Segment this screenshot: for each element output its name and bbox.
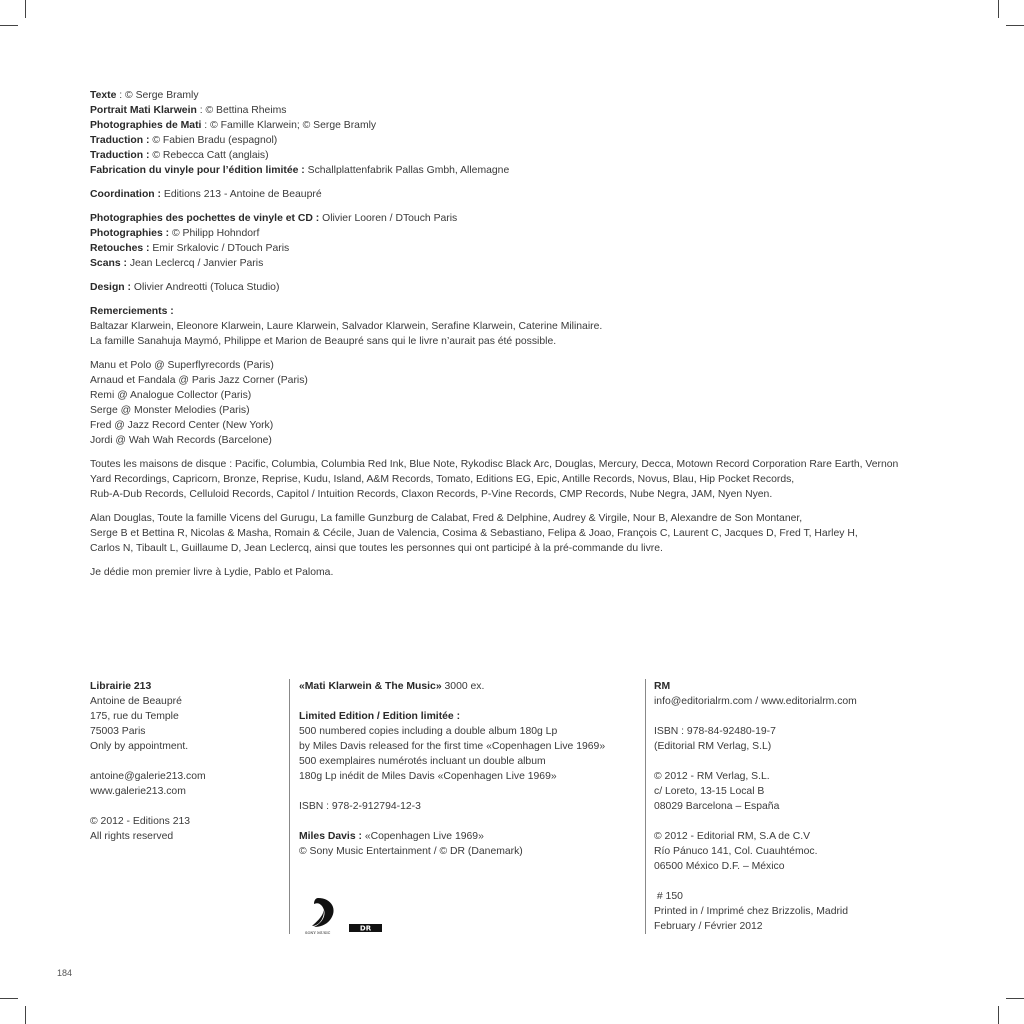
thanks-line: Baltazar Klarwein, Eleonore Klarwein, Laure Klarwein, Salvador Klarwein, Serafine Klarwein, Caterine Milinaire. — [90, 321, 603, 332]
people-block — [90, 511, 920, 556]
shop-line: Jordi @ Wah Wah Records (Barcelone) — [90, 435, 272, 446]
rm-spain-line: 08029 Barcelona – España — [654, 801, 780, 812]
crop-mark — [1006, 998, 1024, 999]
print-line: February / Février 2012 — [654, 921, 763, 932]
address-line: Antoine de Beaupré — [90, 696, 182, 707]
credits-block-photography — [90, 211, 920, 271]
credits-section — [90, 88, 920, 589]
dedication-block — [90, 565, 920, 580]
website-link[interactable]: www.galerie213.com — [90, 786, 186, 797]
column-divider — [645, 679, 646, 934]
rm-isbn: (Editorial RM Verlag, S.L) — [654, 741, 772, 752]
credit-line: Photographies : © Philipp Hohndorf — [90, 228, 260, 239]
shop-line: Manu et Polo @ Superflyrecords (Paris) — [90, 360, 274, 371]
people-line: Serge B et Bettina R, Nicolas & Masha, Romain & Cécile, Juan de Valencia, Cosima & Sebastiano, Felipa & Joao, François C, Laurent C, Jacques D, Fred T, Harley H, — [90, 528, 858, 539]
limited-heading: Limited Edition / Edition limitée : — [299, 711, 461, 722]
shop-line: Remi @ Analogue Collector (Paris) — [90, 390, 252, 401]
limited-line: 500 exemplaires numérotés incluant un double album — [299, 756, 546, 767]
sony-music-logo — [304, 896, 394, 936]
credit-line: Coordination : Editions 213 - Antoine de Beaupré — [90, 189, 322, 200]
credit-line: Portrait Mati Klarwein : © Bettina Rheims — [90, 105, 287, 116]
people-line: Alan Douglas, Toute la famille Vicens del Gurugu, La famille Gunzburg de Calabat, Fred & Delphine, Audrey & Virgile, Nour B, Alexandre de Son Montaner, — [90, 513, 803, 524]
crop-mark — [998, 0, 999, 18]
credits-block-authors — [90, 88, 920, 178]
credit-line: Retouches : Emir Srkalovic / DTouch Paris — [90, 243, 290, 254]
credit-line: Fabrication du vinyle pour l’édition limitée : Schallplattenfabrik Pallas Gmbh, Allemagne — [90, 165, 510, 176]
shop-line: Fred @ Jazz Record Center (New York) — [90, 420, 274, 431]
labels-line: Yard Recordings, Capricorn, Bronze, Reprise, Kudu, Island, A&M Records, Tomato, Editions EG, Epic, Antille Records, Novus, Blau, Hip Pocket Records, — [90, 474, 795, 485]
address-line: 75003 Paris — [90, 726, 146, 737]
rm-mexico-line: Río Pánuco 141, Col. Cuauhtémoc. — [654, 846, 818, 857]
labels-line: Toutes les maisons de disque : Pacific, Columbia, Columbia Red Ink, Blue Note, Rykodisc Black Arc, Douglas, Mercury, Decca, Motown Record Corporation Rare Earth, Vernon — [90, 459, 899, 470]
email-link[interactable]: antoine@galerie213.com — [90, 771, 206, 782]
credit-line: Texte : © Serge Bramly — [90, 90, 199, 101]
people-line: Carlos N, Tibault L, Guillaume D, Jean Leclercq, ainsi que toutes les personnes qui ont participé à la pré-commande du livre. — [90, 543, 663, 554]
dr-logo-text: DR — [359, 924, 372, 933]
credit-line: Traduction : © Rebecca Catt (anglais) — [90, 150, 269, 161]
crop-mark — [998, 1006, 999, 1024]
crop-mark — [25, 1006, 26, 1024]
crop-mark — [0, 25, 18, 26]
limited-line: 500 numbered copies including a double album 180g Lp — [299, 726, 558, 737]
credit-line: Photographies de Mati : © Famille Klarwein; © Serge Bramly — [90, 120, 377, 131]
shop-line: Serge @ Monster Melodies (Paris) — [90, 405, 250, 416]
publisher-heading: Librairie 213 — [90, 681, 152, 692]
sony-logo-text: SONY MUSIC — [305, 931, 331, 935]
isbn-line: ISBN : 978-2-912794-12-3 — [299, 801, 421, 812]
print-line: # 150 — [654, 891, 683, 902]
shop-line: Arnaud et Fandala @ Paris Jazz Corner (Paris) — [90, 375, 308, 386]
edition-column — [299, 679, 629, 859]
rm-isbn: ISBN : 978-84-92480-19-7 — [654, 726, 776, 737]
address-line: 175, rue du Temple — [90, 711, 179, 722]
rm-heading: RM — [654, 681, 671, 692]
labels-line: Rub-A-Dub Records, Celluloid Records, Capitol / Intuition Records, Claxon Records, P-Vine Records, CMP Records, Nube Negra, JAM, Nyen Nyen. — [90, 489, 773, 500]
column-divider — [289, 679, 290, 934]
rm-spain-line: © 2012 - RM Verlag, S.L. — [654, 771, 770, 782]
rm-contact-link[interactable]: info@editorialrm.com / www.editorialrm.com — [654, 696, 857, 707]
page-number: 184 — [57, 968, 73, 978]
record-shops-block — [90, 358, 920, 448]
logos — [304, 896, 394, 936]
record-labels-block — [90, 457, 920, 502]
music-copyright: © Sony Music Entertainment / © DR (Danemark) — [299, 846, 523, 857]
rm-mexico-line: 06500 México D.F. – México — [654, 861, 785, 872]
rm-mexico-line: © 2012 - Editorial RM, S.A de C.V — [654, 831, 811, 842]
credits-block-design — [90, 280, 920, 295]
copyright-line: © 2012 - Editions 213 — [90, 816, 191, 827]
dedication: Je dédie mon premier livre à Lydie, Pablo et Paloma. — [90, 567, 334, 578]
credits-block-coordination — [90, 187, 920, 202]
publisher-column-rm — [654, 679, 904, 934]
miles-davis-line: Miles Davis : «Copenhagen Live 1969» — [299, 831, 484, 842]
address-line: Only by appointment. — [90, 741, 189, 752]
credit-line: Scans : Jean Leclercq / Janvier Paris — [90, 258, 264, 269]
limited-line: 180g Lp inédit de Miles Davis «Copenhagen Live 1969» — [299, 771, 557, 782]
print-line: Printed in / Imprimé chez Brizzolis, Madrid — [654, 906, 849, 917]
edition-title: «Mati Klarwein & The Music» 3000 ex. — [299, 681, 485, 692]
publisher-column-librairie — [90, 679, 280, 844]
thanks-block — [90, 304, 920, 349]
thanks-heading: Remerciements : — [90, 306, 174, 317]
copyright-line: All rights reserved — [90, 831, 174, 842]
thanks-line: La famille Sanahuja Maymó, Philippe et Marion de Beaupré sans qui le livre n’aurait pas été possible. — [90, 336, 557, 347]
credit-line: Traduction : © Fabien Bradu (espagnol) — [90, 135, 278, 146]
limited-line: by Miles Davis released for the first time «Copenhagen Live 1969» — [299, 741, 606, 752]
crop-mark — [1006, 25, 1024, 26]
crop-mark — [25, 0, 26, 18]
credit-line: Photographies des pochettes de vinyle et CD : Olivier Looren / DTouch Paris — [90, 213, 458, 224]
rm-spain-line: c/ Loreto, 13-15 Local B — [654, 786, 765, 797]
crop-mark — [0, 998, 18, 999]
credit-line: Design : Olivier Andreotti (Toluca Studio) — [90, 282, 280, 293]
